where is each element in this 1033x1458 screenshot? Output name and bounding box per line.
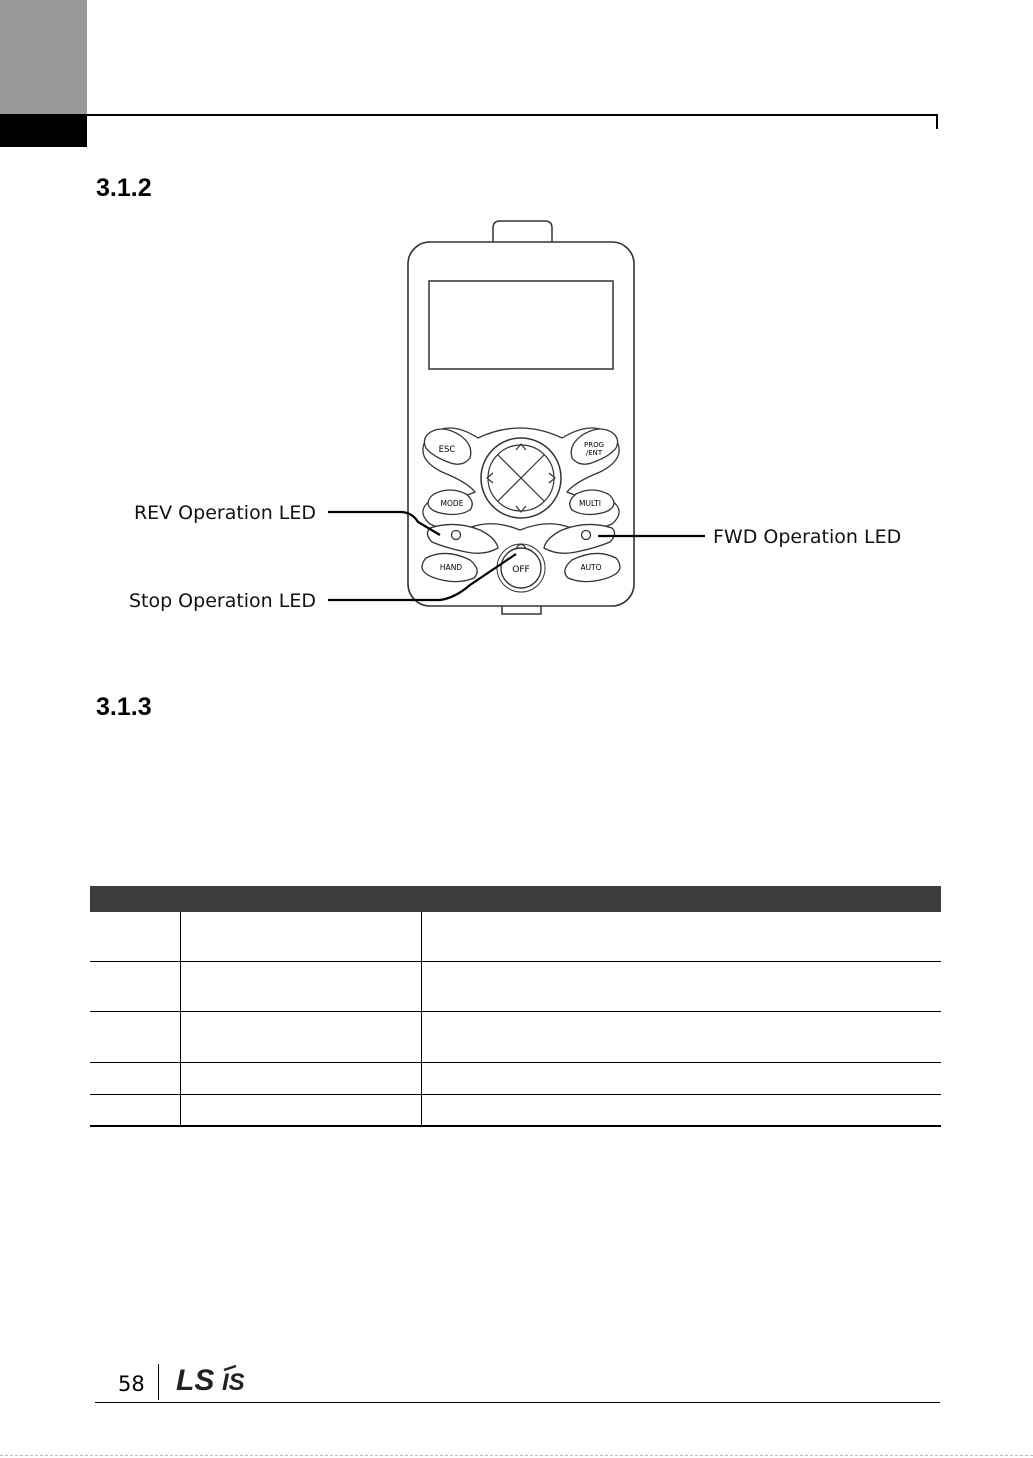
table-cell xyxy=(90,1011,181,1062)
table-header-cell xyxy=(422,886,942,912)
table-cell xyxy=(422,1094,942,1126)
ls-is-logo xyxy=(176,1362,266,1396)
table-row xyxy=(90,961,941,1011)
section-heading-3-1-3: 3.1.3 xyxy=(96,693,152,721)
table-cell xyxy=(181,912,422,961)
keypad-figure xyxy=(0,0,1033,660)
table-header-cell xyxy=(181,886,422,912)
table-row xyxy=(90,912,941,961)
mode-key-label: MODE xyxy=(440,499,464,508)
table-cell xyxy=(181,1011,422,1062)
auto-key-label: AUTO xyxy=(580,563,602,572)
table-header-row xyxy=(90,886,941,912)
svg-text:IS: IS xyxy=(222,1369,245,1396)
table-cell xyxy=(422,1062,942,1094)
keypad-top-tab xyxy=(493,221,552,243)
table-cell xyxy=(90,961,181,1011)
stop-led-callout: Stop Operation LED xyxy=(128,590,316,612)
rev-led-icon xyxy=(452,531,461,540)
hand-key-label: HAND xyxy=(439,563,463,572)
table-header-cell xyxy=(90,886,181,912)
led-table xyxy=(90,886,941,1127)
table-cell xyxy=(422,1011,942,1062)
prog-key-label-2: /ENT xyxy=(585,449,603,457)
multi-key[interactable] xyxy=(570,490,614,515)
navigation-pad[interactable] xyxy=(481,438,561,518)
footer-separator xyxy=(158,1364,159,1400)
table-row xyxy=(90,1011,941,1062)
table-cell xyxy=(90,912,181,961)
table-cell xyxy=(181,1062,422,1094)
table-row xyxy=(90,1094,941,1126)
table-cell xyxy=(181,961,422,1011)
footer-rule xyxy=(95,1402,940,1403)
table-cell xyxy=(181,1094,422,1126)
off-key-label: OFF xyxy=(512,565,530,575)
off-key[interactable] xyxy=(497,544,545,592)
fwd-led-icon xyxy=(582,531,591,540)
table-cell xyxy=(90,1062,181,1094)
table-cell xyxy=(422,961,942,1011)
mode-key[interactable] xyxy=(428,490,472,515)
page-number: 58 xyxy=(118,1372,145,1396)
scan-edge-dash xyxy=(0,1455,1033,1456)
keypad-display xyxy=(429,281,613,369)
svg-text:LS: LS xyxy=(176,1364,215,1396)
esc-key-label: ESC xyxy=(438,445,456,455)
fwd-led-callout: FWD Operation LED xyxy=(713,526,902,548)
table-row xyxy=(90,1062,941,1094)
table-cell xyxy=(422,912,942,961)
rev-led-callout: REV Operation LED xyxy=(133,502,316,524)
prog-key-label-1: PROG xyxy=(583,441,605,449)
multi-key-label: MULTI xyxy=(579,499,601,508)
table-cell xyxy=(90,1094,181,1126)
section-heading-3-1-2: 3.1.2 xyxy=(96,174,152,202)
